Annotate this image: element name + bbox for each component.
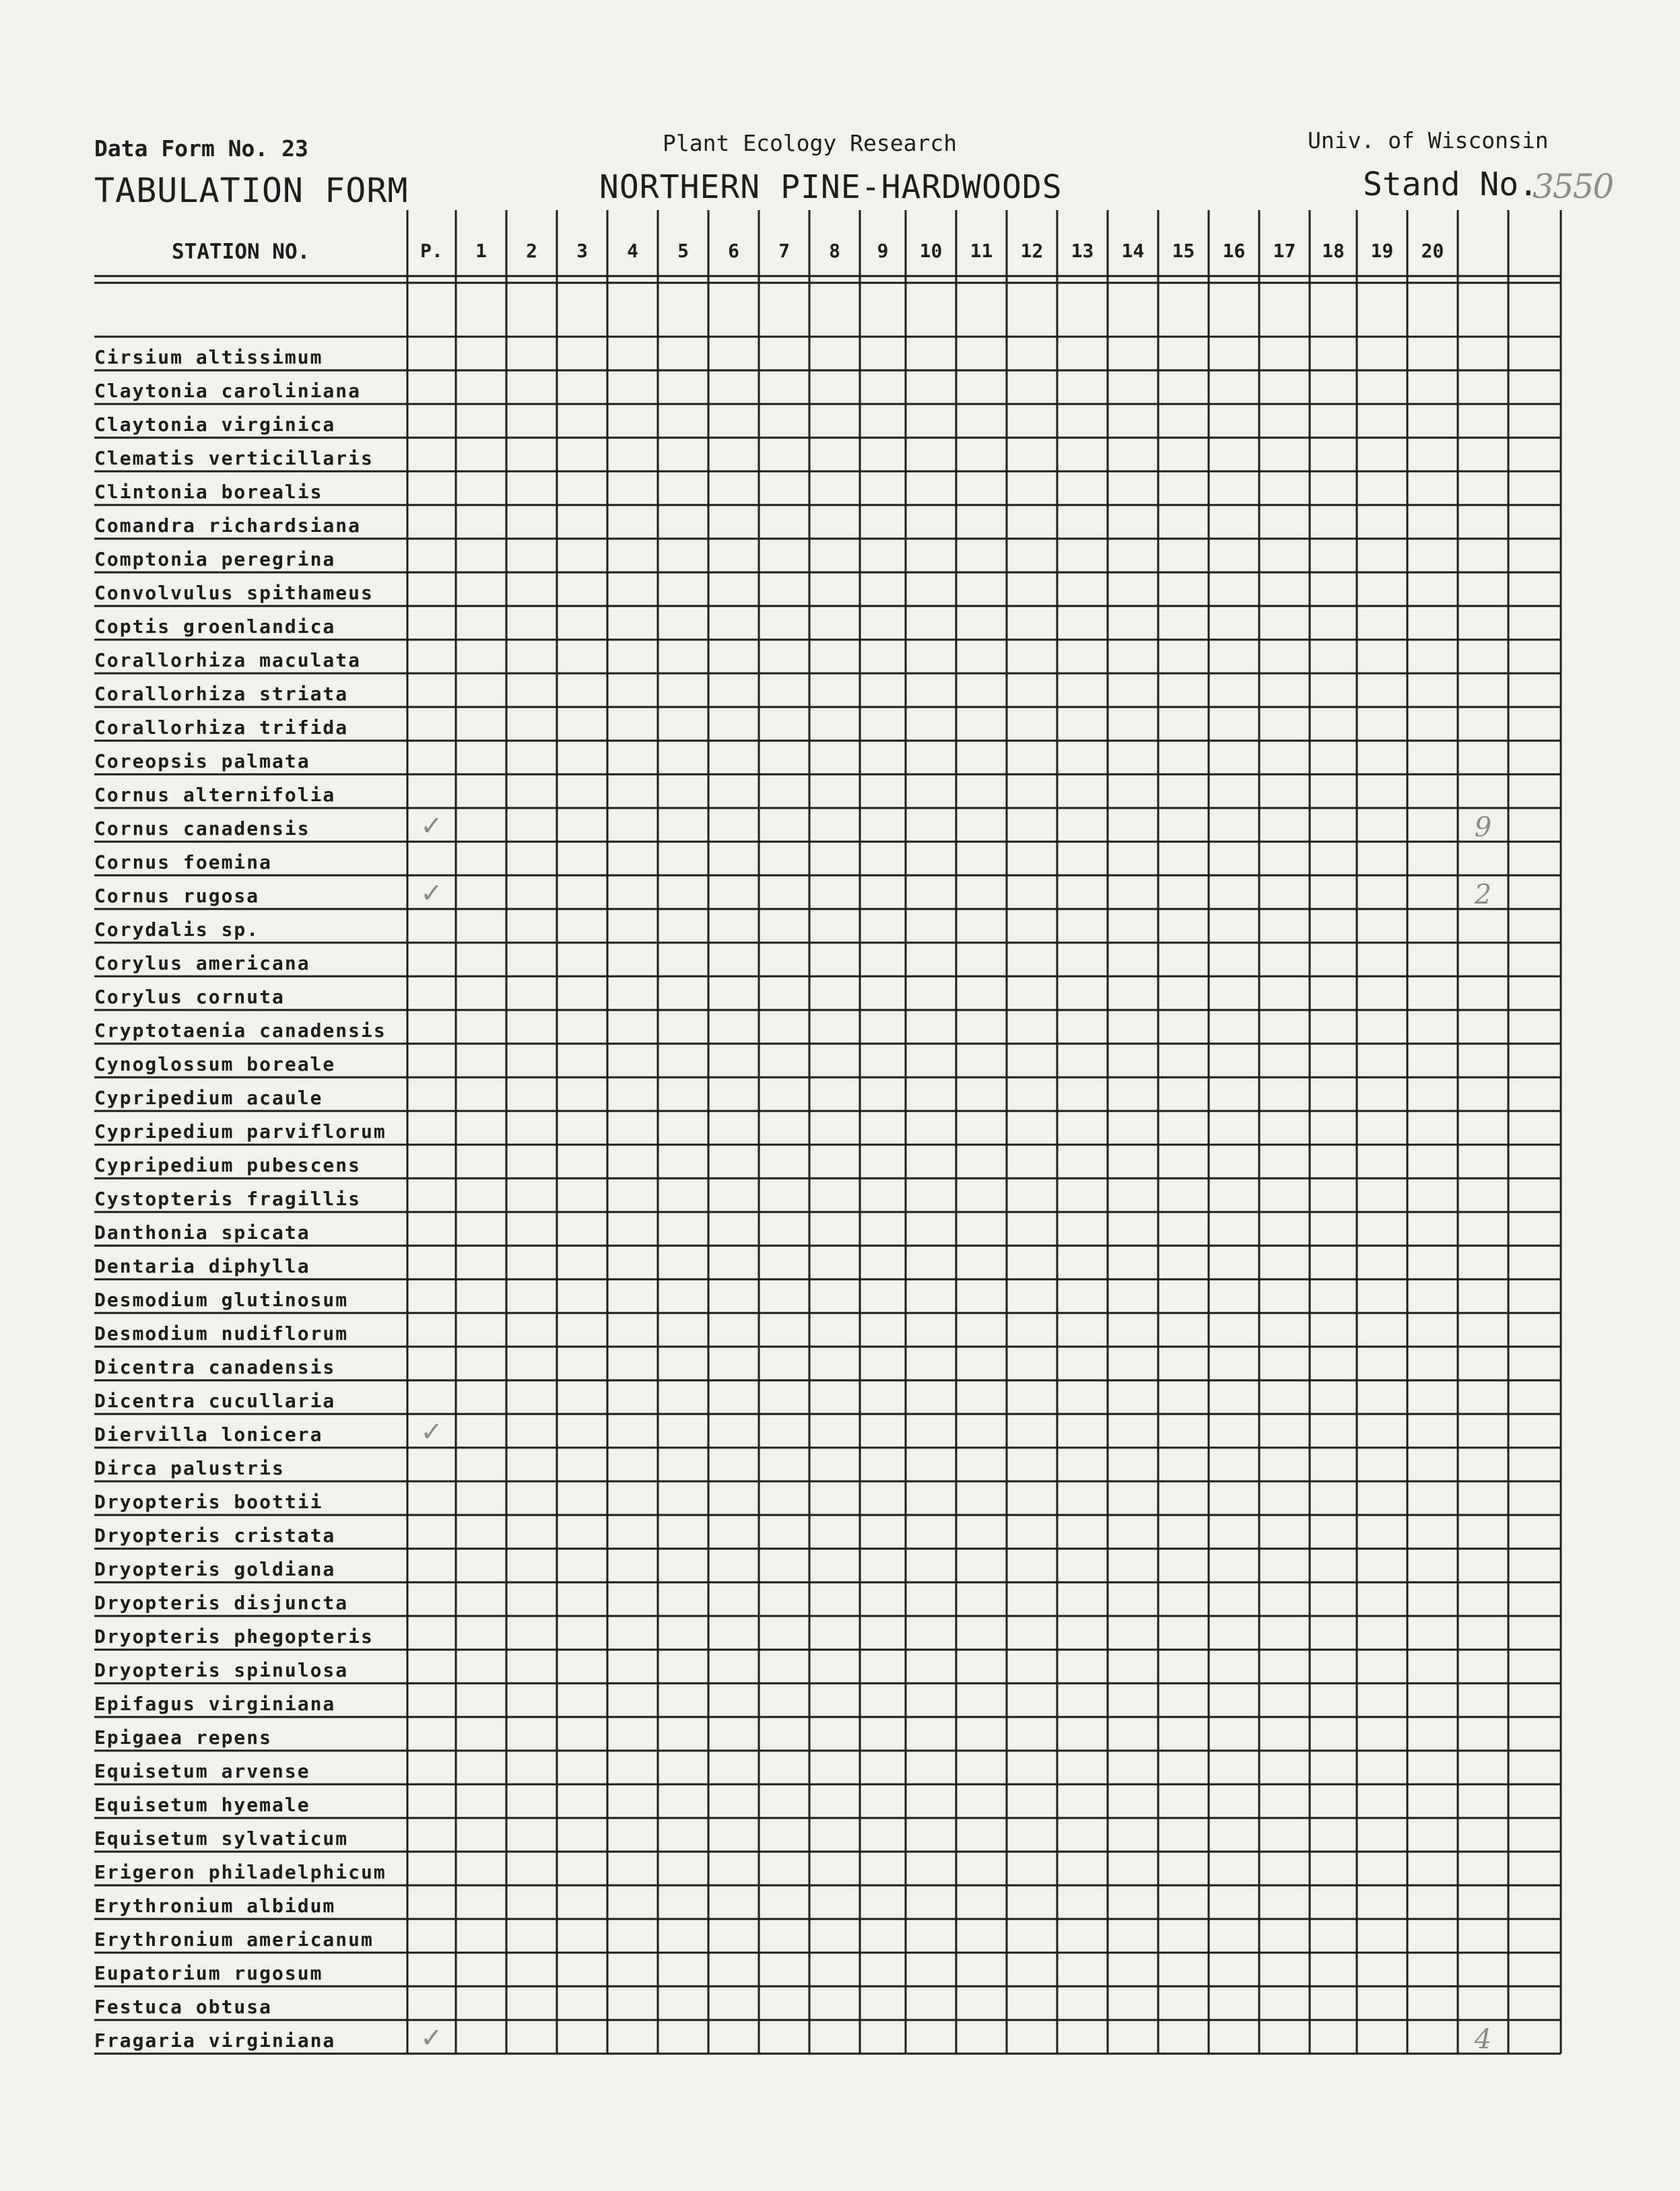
species-name: Cypripedium acaule bbox=[94, 1087, 323, 1109]
species-name: Comandra richardsiana bbox=[94, 514, 362, 537]
species-name: Dicentra cucullaria bbox=[94, 1390, 336, 1412]
column-header: 16 bbox=[1222, 240, 1246, 262]
forest-type-heading: NORTHERN PINE-HARDWOODS bbox=[599, 168, 1063, 206]
species-name: Dryopteris disjuncta bbox=[94, 1592, 349, 1614]
species-name: Festuca obtusa bbox=[94, 1996, 273, 2018]
species-name: Dryopteris boottii bbox=[94, 1491, 323, 1513]
species-name: Equisetum hyemale bbox=[94, 1794, 310, 1816]
handwritten-count: 2 bbox=[1474, 879, 1492, 910]
species-name: Cornus alternifolia bbox=[94, 784, 336, 806]
species-name: Coreopsis palmata bbox=[94, 750, 310, 772]
species-name: Diervilla lonicera bbox=[94, 1423, 323, 1446]
presence-check-mark: ✓ bbox=[420, 1417, 443, 1448]
column-header: P. bbox=[420, 240, 443, 262]
species-name: Cryptotaenia canadensis bbox=[94, 1019, 387, 1042]
species-name: Dicentra canadensis bbox=[94, 1356, 336, 1378]
species-name: Danthonia spicata bbox=[94, 1221, 310, 1244]
species-name: Cornus canadensis bbox=[94, 817, 310, 840]
column-header: 17 bbox=[1273, 240, 1296, 262]
species-name: Fragaria virginiana bbox=[94, 2029, 336, 2052]
species-name: Dryopteris spinulosa bbox=[94, 1659, 349, 1681]
species-name: Cynoglossum boreale bbox=[94, 1053, 336, 1075]
species-name: Claytonia caroliniana bbox=[94, 380, 362, 402]
species-name: Cypripedium pubescens bbox=[94, 1154, 362, 1176]
species-name: Claytonia virginica bbox=[94, 413, 336, 436]
species-name: Corallorhiza trifida bbox=[94, 716, 349, 739]
species-name: Cornus foemina bbox=[94, 851, 273, 873]
form-title: TABULATION FORM bbox=[94, 171, 409, 210]
species-name: Clintonia borealis bbox=[94, 481, 323, 503]
column-header: 11 bbox=[970, 240, 993, 262]
station-number-label: STATION NO. bbox=[172, 240, 310, 264]
species-name: Dryopteris phegopteris bbox=[94, 1625, 374, 1648]
column-header: 7 bbox=[778, 240, 790, 262]
species-name: Cirsium altissimum bbox=[94, 346, 323, 368]
presence-check-mark: ✓ bbox=[420, 811, 443, 842]
column-header: 2 bbox=[526, 240, 537, 262]
species-name: Dryopteris cristata bbox=[94, 1524, 336, 1547]
species-name: Convolvulus spithameus bbox=[94, 582, 374, 604]
species-name: Equisetum arvense bbox=[94, 1760, 310, 1782]
research-heading: Plant Ecology Research bbox=[663, 130, 957, 156]
species-name: Cornus rugosa bbox=[94, 885, 260, 907]
species-name: Desmodium nudiflorum bbox=[94, 1322, 349, 1345]
column-header: 18 bbox=[1322, 240, 1345, 262]
species-name: Corydalis sp. bbox=[94, 918, 260, 941]
species-name: Coptis groenlandica bbox=[94, 615, 336, 638]
species-name: Epifagus virginiana bbox=[94, 1693, 336, 1715]
species-name: Equisetum sylvaticum bbox=[94, 1827, 349, 1850]
species-name: Dryopteris goldiana bbox=[94, 1558, 336, 1580]
species-name: Epigaea repens bbox=[94, 1726, 273, 1749]
column-header: 10 bbox=[919, 240, 943, 262]
species-name: Cypripedium parviflorum bbox=[94, 1120, 387, 1143]
handwritten-count: 9 bbox=[1474, 812, 1492, 843]
species-name: Erythronium americanum bbox=[94, 1928, 374, 1951]
handwritten-count: 4 bbox=[1474, 2024, 1492, 2055]
species-name: Corallorhiza maculata bbox=[94, 649, 362, 671]
column-header: 4 bbox=[627, 240, 638, 262]
species-name: Corylus americana bbox=[94, 952, 310, 974]
stand-number-label: Stand No. bbox=[1363, 166, 1539, 203]
species-name: Dentaria diphylla bbox=[94, 1255, 310, 1277]
species-name: Clematis verticillaris bbox=[94, 447, 374, 469]
column-header: 5 bbox=[677, 240, 689, 262]
species-name: Corallorhiza striata bbox=[94, 683, 349, 705]
column-header: 15 bbox=[1172, 240, 1195, 262]
species-name: Erythronium albidum bbox=[94, 1895, 336, 1917]
column-header: 1 bbox=[475, 240, 487, 262]
column-header: 13 bbox=[1071, 240, 1094, 262]
column-header: 6 bbox=[728, 240, 739, 262]
column-header: 20 bbox=[1421, 240, 1444, 262]
column-header: 3 bbox=[576, 240, 588, 262]
species-name: Desmodium glutinosum bbox=[94, 1289, 349, 1311]
form-number: Data Form No. 23 bbox=[94, 135, 308, 162]
column-header: 12 bbox=[1020, 240, 1044, 262]
column-header: 8 bbox=[829, 240, 840, 262]
university-heading: Univ. of Wisconsin bbox=[1308, 127, 1549, 154]
stand-number-value: 3550 bbox=[1533, 167, 1613, 206]
species-name: Comptonia peregrina bbox=[94, 548, 336, 570]
column-header: 14 bbox=[1121, 240, 1145, 262]
species-name: Erigeron philadelphicum bbox=[94, 1861, 387, 1883]
species-name: Dirca palustris bbox=[94, 1457, 285, 1479]
column-header: 9 bbox=[877, 240, 889, 262]
presence-check-mark: ✓ bbox=[420, 2023, 443, 2054]
presence-check-mark: ✓ bbox=[420, 878, 443, 909]
species-name: Eupatorium rugosum bbox=[94, 1962, 323, 1984]
species-name: Corylus cornuta bbox=[94, 986, 285, 1008]
column-header: 19 bbox=[1370, 240, 1394, 262]
species-name: Cystopteris fragillis bbox=[94, 1188, 362, 1210]
